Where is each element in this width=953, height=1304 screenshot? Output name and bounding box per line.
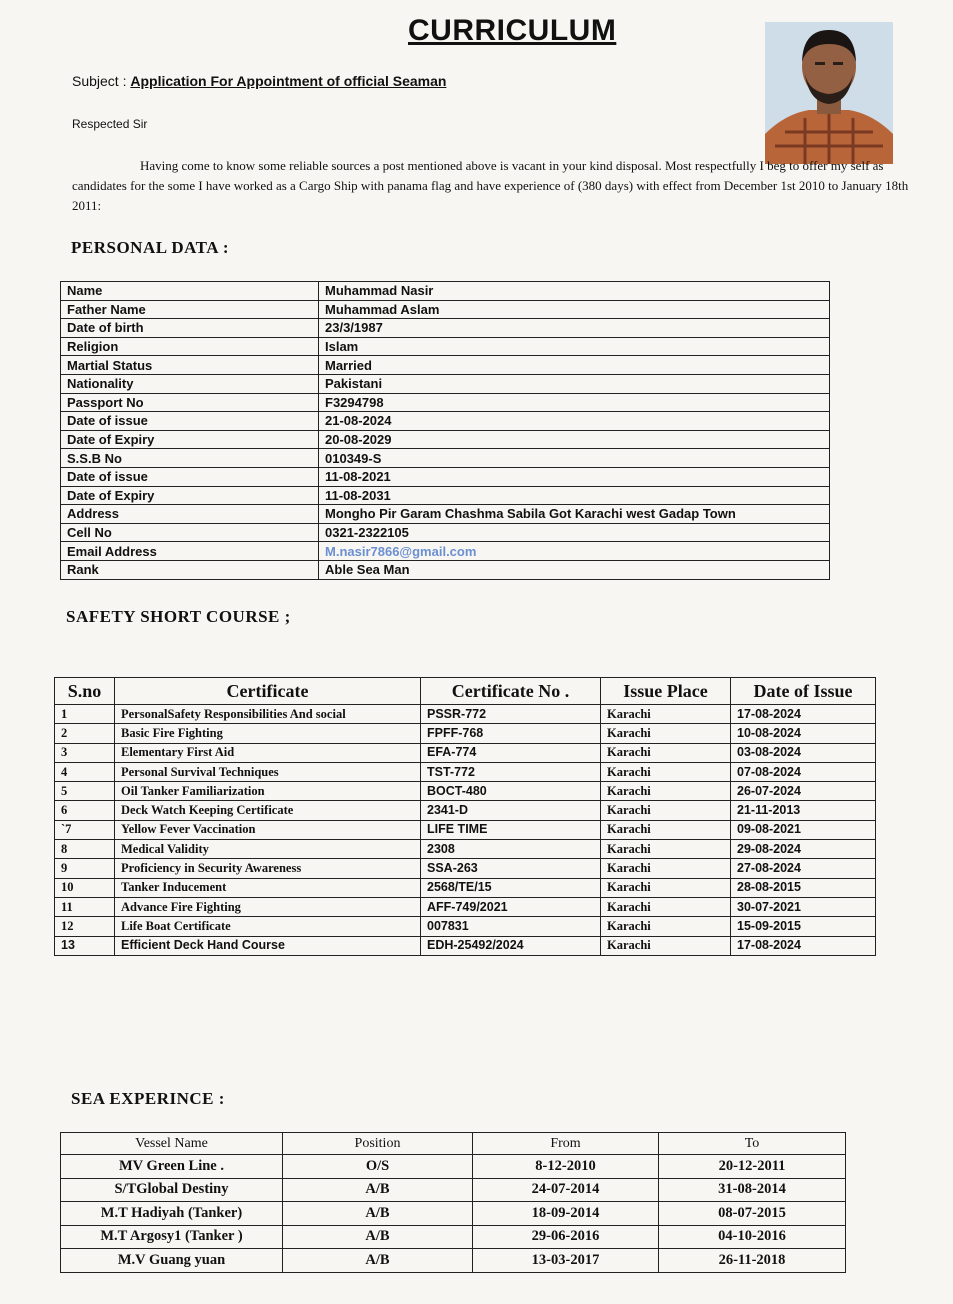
sea-vessel: S/TGlobal Destiny [61, 1178, 283, 1202]
safety-certificate: Tanker Inducement [115, 878, 421, 897]
sea-to: 20-12-2011 [659, 1155, 846, 1179]
safety-issue-date: 29-08-2024 [731, 840, 876, 859]
safety-row [55, 762, 876, 781]
personal-value: Able Sea Man [319, 560, 830, 579]
safety-header-cell: Certificate [115, 678, 421, 705]
sea-vessel: M.T Argosy1 (Tanker ) [61, 1225, 283, 1249]
personal-value: 11-08-2021 [319, 467, 830, 486]
safety-issue-date: 27-08-2024 [731, 859, 876, 878]
sea-vessel: M.V Guang yuan [61, 1249, 283, 1273]
personal-value: 11-08-2031 [319, 486, 830, 505]
personal-value: 20-08-2029 [319, 430, 830, 449]
safety-certificate-no: FPFF-768 [421, 724, 601, 743]
subject-line [72, 73, 446, 89]
personal-row [61, 430, 830, 449]
safety-issue-place: Karachi [601, 917, 731, 936]
safety-header-cell: Issue Place [601, 678, 731, 705]
sea-from: 29-06-2016 [473, 1225, 659, 1249]
personal-label: Date of issue [61, 412, 319, 431]
safety-sno: `7 [55, 820, 115, 839]
subject-label: Subject : [72, 73, 127, 89]
personal-row [61, 449, 830, 468]
personal-row [61, 467, 830, 486]
safety-certificate-no: AFF-749/2021 [421, 897, 601, 916]
safety-certificate-no: 2568/TE/15 [421, 878, 601, 897]
safety-certificate-no: 2308 [421, 840, 601, 859]
safety-certificate-no: BOCT-480 [421, 782, 601, 801]
safety-sno: 6 [55, 801, 115, 820]
safety-certificate-no: EFA-774 [421, 743, 601, 762]
sea-position: O/S [283, 1155, 473, 1179]
safety-issue-place: Karachi [601, 743, 731, 762]
safety-course-table [54, 677, 876, 956]
safety-issue-place: Karachi [601, 859, 731, 878]
safety-certificate: Efficient Deck Hand Course [115, 936, 421, 955]
safety-sno: 13 [55, 936, 115, 955]
safety-issue-place: Karachi [601, 724, 731, 743]
personal-label: Cell No [61, 523, 319, 542]
personal-label: Address [61, 505, 319, 524]
personal-label: Martial Status [61, 356, 319, 375]
subject-text: Application For Appointment of official Seaman [130, 73, 447, 89]
personal-value: F3294798 [319, 393, 830, 412]
safety-row [55, 897, 876, 916]
sea-row [61, 1249, 846, 1273]
safety-sno: 10 [55, 878, 115, 897]
sea-from: 24-07-2014 [473, 1178, 659, 1202]
sea-header-cell: To [659, 1133, 846, 1155]
safety-course-heading: SAFETY SHORT COURSE ; [66, 607, 291, 626]
intro-paragraph [72, 156, 940, 216]
personal-row [61, 300, 830, 319]
safety-certificate: Elementary First Aid [115, 743, 421, 762]
personal-row [61, 319, 830, 338]
safety-issue-date: 15-09-2015 [731, 917, 876, 936]
safety-issue-date: 21-11-2013 [731, 801, 876, 820]
safety-header-cell: S.no [55, 678, 115, 705]
safety-certificate: Proficiency in Security Awareness [115, 859, 421, 878]
safety-issue-date: 17-08-2024 [731, 705, 876, 724]
safety-sno: 3 [55, 743, 115, 762]
personal-value: Muhammad Nasir [319, 282, 830, 301]
safety-issue-place: Karachi [601, 840, 731, 859]
personal-label: Name [61, 282, 319, 301]
applicant-photo [765, 22, 893, 164]
safety-sno: 9 [55, 859, 115, 878]
safety-issue-date: 28-08-2015 [731, 878, 876, 897]
personal-value: Islam [319, 337, 830, 356]
safety-row [55, 724, 876, 743]
safety-sno: 4 [55, 762, 115, 781]
sea-vessel: MV Green Line . [61, 1155, 283, 1179]
safety-header-cell: Certificate No . [421, 678, 601, 705]
personal-label: Nationality [61, 374, 319, 393]
safety-certificate-no: SSA-263 [421, 859, 601, 878]
safety-row [55, 859, 876, 878]
safety-certificate: PersonalSafety Responsibilities And social [115, 705, 421, 724]
personal-label: Email Address [61, 542, 319, 561]
safety-certificate-no: TST-772 [421, 762, 601, 781]
safety-sno: 12 [55, 917, 115, 936]
sea-header-cell: Vessel Name [61, 1133, 283, 1155]
sea-position: A/B [283, 1225, 473, 1249]
personal-label: Date of Expiry [61, 486, 319, 505]
sea-to: 08-07-2015 [659, 1202, 846, 1226]
personal-row [61, 356, 830, 375]
sea-from: 8-12-2010 [473, 1155, 659, 1179]
safety-issue-place: Karachi [601, 705, 731, 724]
safety-issue-place: Karachi [601, 878, 731, 897]
sea-from: 13-03-2017 [473, 1249, 659, 1273]
safety-row [55, 936, 876, 955]
personal-value: Married [319, 356, 830, 375]
safety-header-cell: Date of Issue [731, 678, 876, 705]
safety-certificate-no: 2341-D [421, 801, 601, 820]
personal-data-heading: PERSONAL DATA : [71, 238, 230, 257]
sea-header-cell: From [473, 1133, 659, 1155]
email-address-value: M.nasir7866@gmail.com [319, 542, 830, 561]
personal-label: Date of Expiry [61, 430, 319, 449]
safety-issue-place: Karachi [601, 820, 731, 839]
personal-label: Date of birth [61, 319, 319, 338]
personal-value: 0321-2322105 [319, 523, 830, 542]
safety-row [55, 782, 876, 801]
sea-row [61, 1155, 846, 1179]
safety-certificate-no: 007831 [421, 917, 601, 936]
sea-position: A/B [283, 1178, 473, 1202]
sea-header-cell: Position [283, 1133, 473, 1155]
sea-position: A/B [283, 1249, 473, 1273]
personal-label: Passport No [61, 393, 319, 412]
personal-row [61, 282, 830, 301]
safety-sno: 8 [55, 840, 115, 859]
sea-experience-heading: SEA EXPERINCE : [71, 1089, 225, 1108]
personal-row [61, 523, 830, 542]
safety-row [55, 705, 876, 724]
sea-to: 31-08-2014 [659, 1178, 846, 1202]
safety-issue-date: 10-08-2024 [731, 724, 876, 743]
safety-issue-place: Karachi [601, 782, 731, 801]
safety-certificate: Basic Fire Fighting [115, 724, 421, 743]
personal-row [61, 393, 830, 412]
safety-issue-date: 26-07-2024 [731, 782, 876, 801]
safety-row [55, 801, 876, 820]
safety-certificate-no: EDH-25492/2024 [421, 936, 601, 955]
safety-certificate: Life Boat Certificate [115, 917, 421, 936]
personal-data-table [60, 281, 830, 580]
person-portrait-icon [765, 22, 893, 164]
personal-value: Mongho Pir Garam Chashma Sabila Got Karachi west Gadap Town [319, 505, 830, 524]
sea-position: A/B [283, 1202, 473, 1226]
safety-row [55, 917, 876, 936]
personal-label: Rank [61, 560, 319, 579]
safety-certificate: Personal Survival Techniques [115, 762, 421, 781]
safety-sno: 5 [55, 782, 115, 801]
safety-issue-place: Karachi [601, 762, 731, 781]
safety-row [55, 840, 876, 859]
sea-to: 04-10-2016 [659, 1225, 846, 1249]
safety-certificate: Yellow Fever Vaccination [115, 820, 421, 839]
personal-row [61, 374, 830, 393]
safety-issue-place: Karachi [601, 936, 731, 955]
safety-certificate: Advance Fire Fighting [115, 897, 421, 916]
safety-issue-date: 09-08-2021 [731, 820, 876, 839]
safety-certificate: Medical Validity [115, 840, 421, 859]
safety-row [55, 820, 876, 839]
intro-text: Having come to know some reliable sources a post mentioned above is vacant in your kind disposal. Most respectfully I beg to offer my self as candidates for the some I have worked as a Cargo Ship with panama flag and have experience of (380 days) with effect from December 1st 2010 to January 18th 2011: [72, 158, 909, 213]
personal-row [61, 337, 830, 356]
personal-label: S.S.B No [61, 449, 319, 468]
personal-row [61, 542, 830, 561]
safety-issue-place: Karachi [601, 801, 731, 820]
safety-sno: 11 [55, 897, 115, 916]
personal-label: Religion [61, 337, 319, 356]
greeting: Respected Sir [72, 117, 148, 131]
personal-value: Pakistani [319, 374, 830, 393]
personal-row [61, 560, 830, 579]
safety-issue-place: Karachi [601, 897, 731, 916]
personal-value: 010349-S [319, 449, 830, 468]
document-title: CURRICULUM [408, 14, 617, 47]
safety-row [55, 743, 876, 762]
sea-from: 18-09-2014 [473, 1202, 659, 1226]
sea-row [61, 1202, 846, 1226]
personal-value: Muhammad Aslam [319, 300, 830, 319]
safety-row [55, 878, 876, 897]
personal-row [61, 486, 830, 505]
personal-label: Date of issue [61, 467, 319, 486]
personal-row [61, 505, 830, 524]
personal-label: Father Name [61, 300, 319, 319]
sea-experience-table [60, 1132, 846, 1273]
personal-value: 23/3/1987 [319, 319, 830, 338]
sea-row [61, 1178, 846, 1202]
safety-sno: 2 [55, 724, 115, 743]
sea-row [61, 1225, 846, 1249]
safety-certificate: Oil Tanker Familiarization [115, 782, 421, 801]
safety-certificate-no: LIFE TIME [421, 820, 601, 839]
sea-to: 26-11-2018 [659, 1249, 846, 1273]
safety-sno: 1 [55, 705, 115, 724]
safety-issue-date: 07-08-2024 [731, 762, 876, 781]
personal-value: 21-08-2024 [319, 412, 830, 431]
safety-certificate: Deck Watch Keeping Certificate [115, 801, 421, 820]
personal-row [61, 412, 830, 431]
safety-issue-date: 17-08-2024 [731, 936, 876, 955]
safety-issue-date: 03-08-2024 [731, 743, 876, 762]
safety-certificate-no: PSSR-772 [421, 705, 601, 724]
sea-vessel: M.T Hadiyah (Tanker) [61, 1202, 283, 1226]
safety-issue-date: 30-07-2021 [731, 897, 876, 916]
